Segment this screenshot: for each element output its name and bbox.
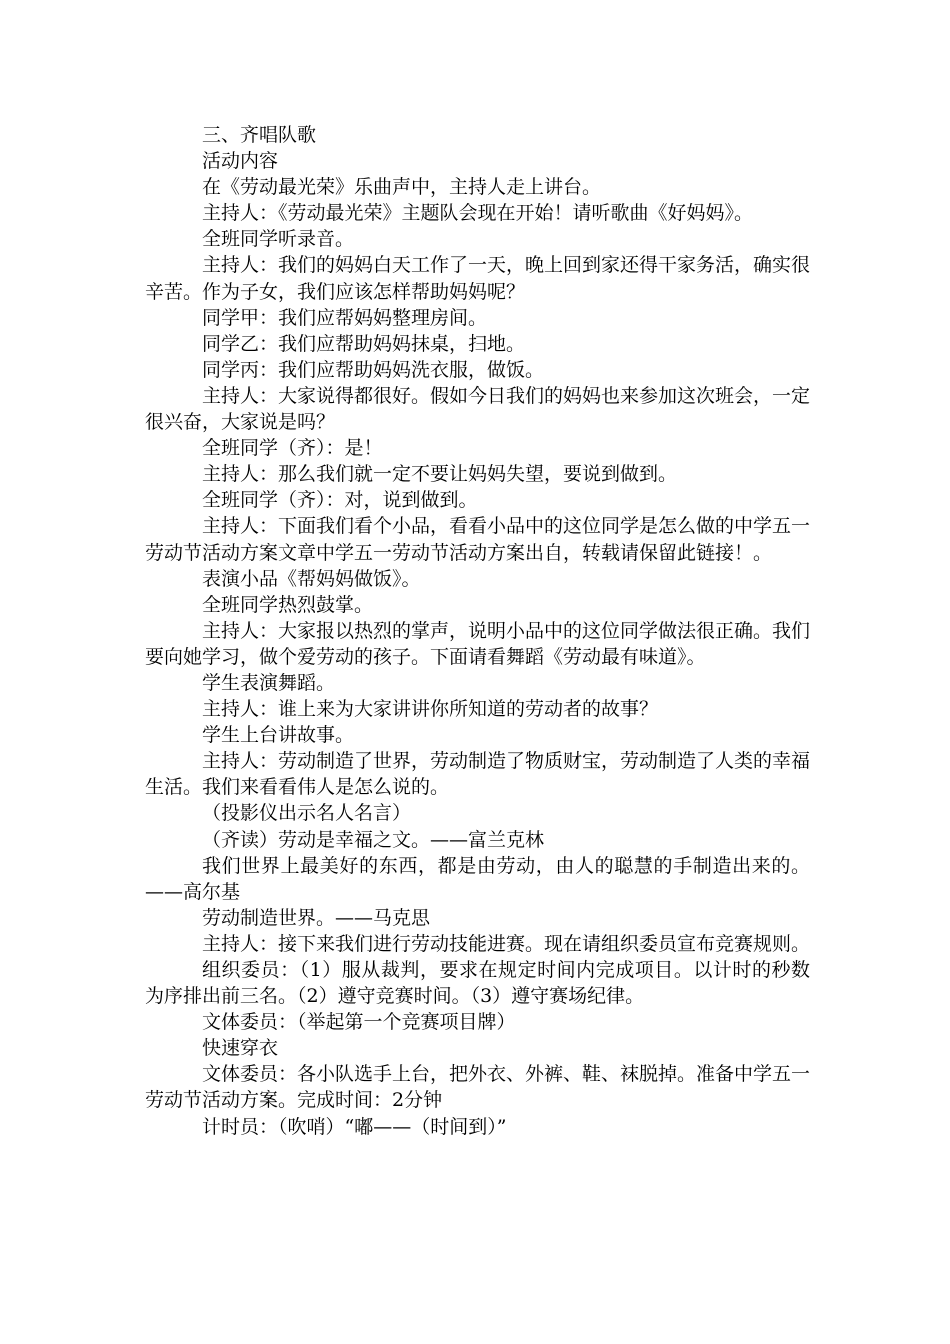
paragraph: 学生表演舞蹈。 (202, 671, 336, 694)
paragraph: 同学丙：我们应帮助妈妈洗衣服，做饭。 (202, 358, 545, 381)
paragraph: 主持人：大家说得都很好。假如今日我们的妈妈也来参加这次班会，一定很兴奋，大家说是吗？ (145, 384, 811, 434)
paragraph: 同学乙：我们应帮助妈妈抹桌，扫地。 (202, 332, 526, 355)
paragraph: 文体委员：（举起第一个竞赛项目牌） (202, 1011, 516, 1034)
paragraph: 全班同学听录音。 (202, 228, 355, 251)
section-label: 活动内容 (202, 150, 279, 173)
paragraph: 学生上台讲故事。 (202, 724, 355, 747)
document-body (145, 122, 810, 1140)
paragraph: 主持人：大家报以热烈的掌声，说明小品中的这位同学做法很正确。我们要向她学习，做个爱劳动的孩子。下面请看舞蹈《劳动最有味道》。 (145, 619, 811, 668)
paragraph: 全班同学热烈鼓掌。 (202, 593, 374, 616)
paragraph: 在《劳动最光荣》乐曲声中，主持人走上讲台。 (202, 176, 602, 199)
paragraph: 主持人：劳动制造了世界，劳动制造了物质财宝，劳动制造了人类的幸福生活。我们来看看伟人是怎么说的。 (145, 750, 811, 799)
paragraph: 表演小品《帮妈妈做饭》。 (202, 567, 421, 590)
paragraph: （投影仪出示名人名言） (202, 802, 412, 825)
paragraph: 主持人：《劳动最光荣》主题队会现在开始！请听歌曲《好妈妈》。 (202, 202, 754, 225)
quote: 劳动制造世界。——马克思 (202, 906, 431, 929)
paragraph: 快速穿衣 (202, 1037, 279, 1060)
paragraph: 全班同学（齐）：对，说到做到。 (202, 489, 478, 512)
paragraph: 组织委员：（1）服从裁判，要求在规定时间内完成项目。以计时的秒数为序排出前三名。（2）遵守竞赛时间。（3）遵守赛场纪律。 (145, 959, 810, 1008)
paragraph: 主持人：谁上来为大家讲讲你所知道的劳动者的故事？ (202, 698, 659, 721)
paragraph: 主持人：接下来我们进行劳动技能进赛。现在请组织委员宣布竞赛规则。 (202, 932, 811, 955)
paragraph: 主持人：我们的妈妈白天工作了一天，晚上回到家还得干家务活，确实很辛苦。作为子女，我们应该怎样帮助妈妈呢？ (145, 254, 811, 303)
heading-team-song: 三、齐唱队歌 (202, 124, 317, 146)
paragraph: 全班同学（齐）：是！ (202, 437, 383, 460)
quote: （齐读）劳动是幸福之文。——富兰克林 (202, 828, 545, 851)
paragraph: 主持人：那么我们就一定不要让妈妈失望，要说到做到。 (202, 463, 678, 486)
paragraph: 同学甲：我们应帮妈妈整理房间。 (202, 306, 488, 329)
paragraph: 计时员：（吹哨）“嘟——（时间到）” (202, 1115, 507, 1138)
paragraph: 文体委员：各小队选手上台，把外衣、外裤、鞋、袜脱掉。准备中学五一劳动节活动方案。完成时间：2分钟 (145, 1063, 811, 1112)
quote: 我们世界上最美好的东西，都是由劳动，由人的聪慧的手制造出来的。——高尔基 (145, 854, 810, 903)
paragraph: 主持人：下面我们看个小品，看看小品中的这位同学是怎么做的中学五一劳动节活动方案文章中学五一劳动节活动方案出自，转载请保留此链接！。 (145, 515, 811, 564)
